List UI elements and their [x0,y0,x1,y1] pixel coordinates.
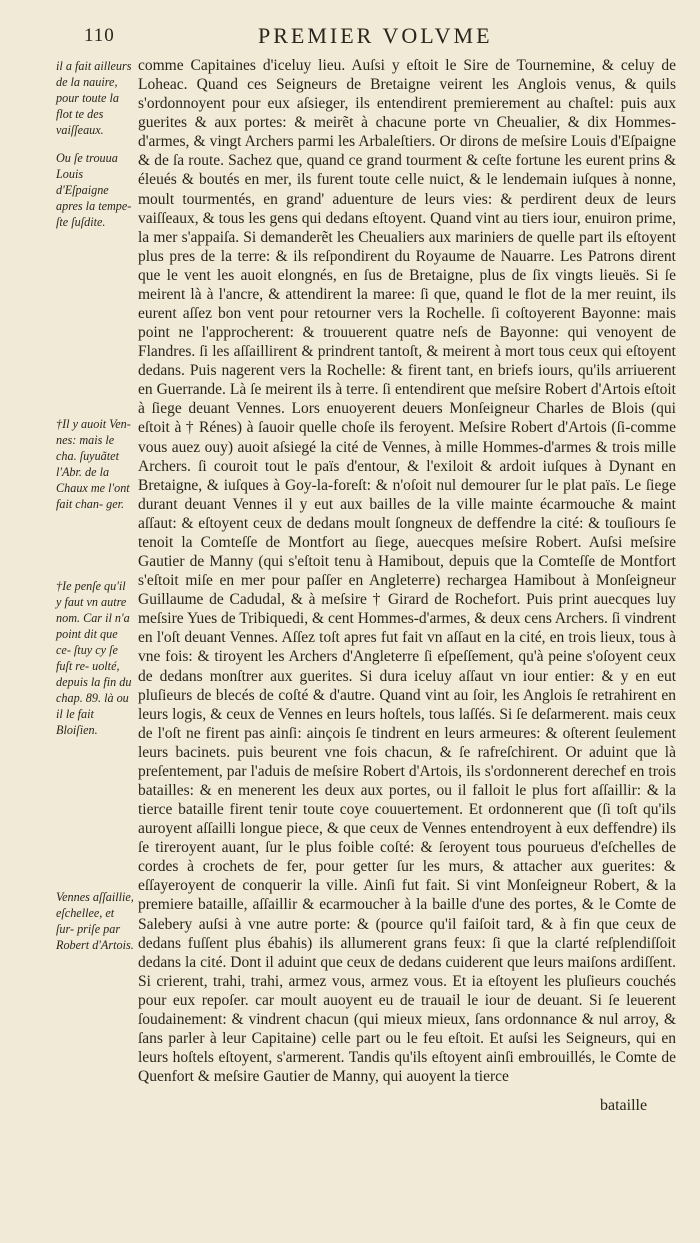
body-paragraph: comme Capitaines d'iceluy lieu. Auſsi y eſtoit le Sire de Tournemine, & celuy de Loheac. Quand ces Seigneurs de Bretaigne veirent les Anglois venus, & quils s'ordonnoyent pour eux aſsieger, ils entendirent premierement au chaſtel: puis aux guerites & aux portes: & meirẽt à chacune porte vn Cheualier, & dix Hommes-d'armes, & vingt Archers parmi les Arbaleſtiers. Or dirons de meſsire Louis d'Eſpaigne & de ſa route. Sachez que, quand ce grand tourment & ceſte fortune les eurent prins & éleués & boutés en mer, ils furent toute celle nuict, & le lendemain iuſques à nonne, moult tourmentés, en grand' aduenture de leurs vies: & perdirent deux de leurs vaiſſeaux, & tous les gens qui dedans eſtoyent. Quand vint au tiers iour, enuiron prime, la mer s'appaiſa. Si demanderẽt les Cheualiers aux mariniers de quelle part ils eſtoyent plus pres de la terre: & ils reſpondirent du Royaume de Nauarre. Les Patrons dirent que le vent les auoit elongnés, en ſus de Bretaigne, plus de ſix vingts lieuës. Si ſe meirent là à l'ancre, & attendirent la maree: ſi que, quand le flot de la mer reuint, ils eurent aſſez bon vent pour retourner vers la Rochelle. ſi coſtoyerent Bayonne: mais point ne l'approcherent: & trouuerent quatre neſs de Bayonne: qui venoyent de Flandres. ſi les aſſaillirent & prindrent tantoſt, & meirent à mort tous ceux qui eſtoyent dedans. Puis nagerent vers la Rochelle: & firent tant, en briefs iours, qu'ils arriuerent en Guerrande. Là ſe meirent ils à terre. ſi entendirent que meſsire Robert d'Artois eſtoit à ſiege deuant Vennes. Lors enuoyerent deuers Monſeigneur Charles de Blois (qui eſtoit à † Rénes) à ſauoir quelle choſe ils feroyent. Meſsire Robert d'Artois (ſi-comme vous auez ouy) auoit aſsiegé la cité de Vennes, à mille Hommes-d'armes & trois mille Archers. ſi couroit tout le païs d'entour, & l'exiloit & ardoit iuſques à Dynant en Bretaigne, & iuſques à Goy-la-foreſt: & n'oſoit nul demourer ſur le plat païs. Le ſiege durant deuant Vennes il y eut aux bailles de la ville mainte écarmouche & maint aſſaut: & eſtoyent ceux de dedans moult ſongneux de deffendre la cité: & touſiours ſe tenoit la Comteſſe de Montfort au ſiege, auecques meſsire Robert. Auſsi meſsire Gautier de Manny (qui s'eſtoit tenu à Hamibout, depuis que la Comteſſe de Montfort s'eſtoit miſe en mer pour paſſer en Angleterre) rechargea Hamibout à Monſeigneur Guillaume de Cadudal, & à meſsire † Girard de Rochefort. Puis print auecques luy meſsire Yues de Tribiquedi, & cent Hommes-d'armes, & deux cens Archers. ſi vindrent en l'oſt deuant Vennes. Aſſez toſt apres fut fait vn aſſaut en la cité, en trois lieux, tous à vne fois: & tiroyent les Archers d'Angleterre ſi eſpeſſement, qu'à peine s'oſoyent ceux de dedans monſtrer aux guerites. Si dura iceluy aſſaut vn iour entier: & y en eut pluſieurs de blecés de coſté & d'autre. Quand vint au ſoir, les Anglois ſe retrahirent en leurs logis, & ceux de Vennes en leurs hoſtels, tous laſſés. Si ſe deſarmerent. mais ceux de l'oſt ne firent pas ainſi: ainçois ſe tindrent en leurs armeures: & oſterent ſeulement leurs bacinets. puis beurent vne fois chacun, & ſe rafreſchirent. Or aduint que là preſentement, par l'aduis de meſsire Robert d'Artois, ils s'ordonnerent derechef en trois batailles: & en menerent les deux aux portes, ou il falloit le plus fort aſſaillir: & la tierce bataille firent tenir toute coye couuertement. Et ordonnerent que (ſi toſt qu'ils auroyent aſſailli longue piece, & que ceux de Vennes entendroyent à eux deffendre) ils ſe tireroyent auant, ſur le plus foible coſté: & ſeroyent tous pourueus d'eſchelles de cordes à crochets de fer, pour getter ſur les murs, & attacher aux guerites: & eſſayeroyent de conquerir la ville. Ainſi fut fait. Si vint Monſeigneur Robert, & la premiere bataille, aſſaillir & ecarmoucher à la baille d'une des portes, & le Comte de Salebery auſsi à vne autre porte: & (pource qu'il faiſoit tard, & à fin que ceux de dedans fuſſent plus ébahis) ils allumerent grans feux: ſi que la clarté reſplendiſſoit dedans la cité. Dont il aduint que ceux de dedans cuiderent que leurs maiſons ardiſſent. Si crierent, trahi, trahi, armez vous, armez vous. Et ia eſtoyent les pluſieurs couchés pour eux repoſer. car moult auoyent eu de trauail le iour de deuant. Si ſe leuerent ſoudainement: & vindrent chacun (qui mieux mieux, ſans ordonnance & nul arroy, & ſans parler à leur Capitaine) celle part ou le feu eſtoit. Et auſsi les Seigneurs, qui en leurs hoſtels eſtoyent, s'armerent. Tandis qu'ils eſtoyent ainſi embrouillés, le Comte de Quenfort & meſsire Gautier de Manny, qui auoyent la tierce [138,57,676,1086]
running-head: PREMIER VOLVME [258,23,493,48]
body-text [138,56,676,1086]
page-number: 110 [84,25,115,46]
catchword: bataille [600,1097,648,1114]
side-note: Vennes aſſaillie, eſchellee, et ſur- priſe par Robert d'Artois. [56,890,134,952]
side-note: †Il y auoit Ven- nes: mais le cha. ſuyuãtet l'Abr. de la Chaux me l'ont fait chan- ger. [56,417,131,511]
side-note: Ou ſe trouua Louis d'Eſpaigne apres la tempe- ſte ſuſdite. [56,151,132,229]
side-note: †Ie penſe qu'il y faut vn autre nom. Car il n'a point dit que ce- ſtuy cy ſe fuſt re- uolté, depuis la fin du chap. 89. là ou il le fait Bloiſien. [56,579,132,737]
side-note: il a fait ailleurs de la nauire, pour toute la flot te des vaiſſeaux. [56,59,132,137]
